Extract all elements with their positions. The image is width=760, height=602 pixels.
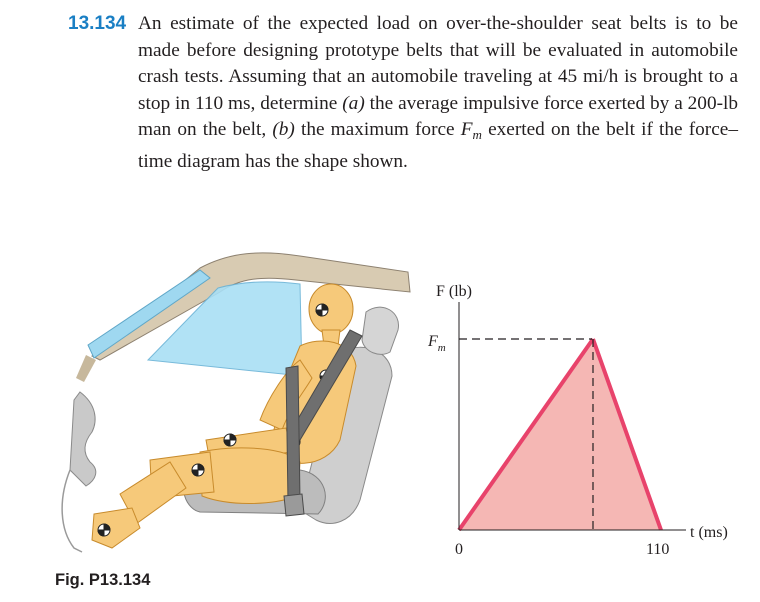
label-a: (a): [342, 92, 365, 114]
problem-text-part2: the average impulsive force exerted by a 200-lb man on the belt,: [138, 92, 738, 141]
marker-knee: [192, 464, 204, 476]
problem-text-part3: the maximum force: [294, 119, 461, 141]
origin-label: 0: [455, 541, 463, 558]
fm-axis-label-sub: m: [437, 342, 446, 354]
fm-subscript: m: [472, 127, 482, 143]
fm-axis-label-main: F: [428, 333, 438, 350]
x-axis-label: t (ms): [690, 524, 728, 541]
dummy-hip: [200, 448, 300, 504]
y-axis-label: F (lb): [436, 283, 472, 300]
a-pillar: [76, 355, 96, 382]
x-tick-110: 110: [646, 541, 670, 558]
belt-vertical-strap: [286, 366, 300, 502]
fm-axis-label: [427, 333, 446, 354]
figure-caption: Fig. P13.134: [55, 571, 151, 589]
problem-text-part4: exerted on the belt if the force–time diagram has the shape shown.: [138, 119, 738, 172]
marker-elbow: [224, 434, 236, 446]
problem-number: 13.134: [68, 13, 127, 34]
marker-foot: [98, 524, 110, 536]
force-triangle: [459, 339, 661, 530]
floor-line: [62, 470, 82, 552]
car-illustration: [62, 253, 410, 552]
problem-text-part1: An estimate of the expected load on over-the-shoulder seat belts is to be made before designing prototype belts that will be evaluated in automobile crash tests. Assuming that an automobile traveling at 45 mi/h is brought to a stop in 110 ms, determine: [138, 13, 738, 114]
fm-symbol: F: [460, 119, 473, 141]
force-time-graph: [427, 283, 728, 558]
marker-head: [316, 304, 328, 316]
belt-buckle: [284, 494, 304, 516]
label-b: (b): [272, 119, 295, 141]
dashboard: [70, 392, 96, 486]
headrest: [362, 307, 399, 354]
